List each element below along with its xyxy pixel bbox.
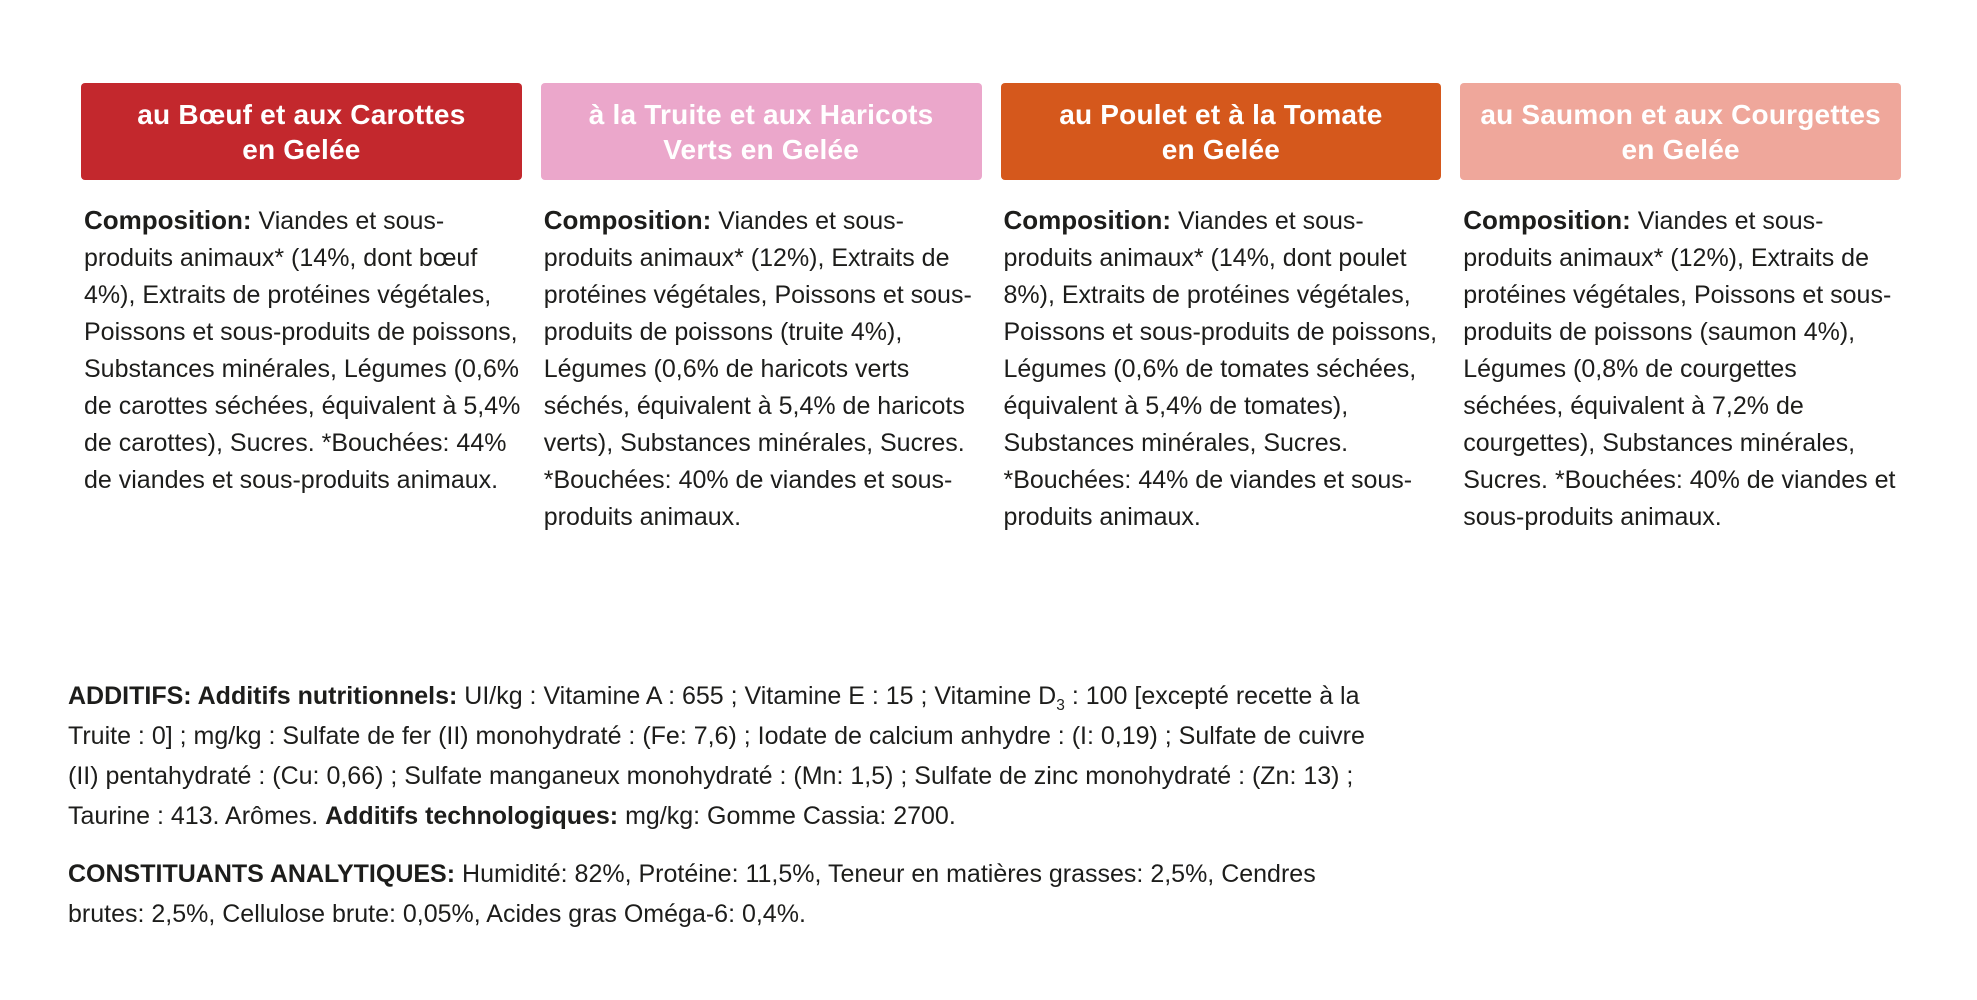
product-name-line2: Verts en Gelée <box>663 133 860 165</box>
analytical-constituents-paragraph: CONSTITUANTS ANALYTIQUES: Humidité: 82%, Protéine: 11,5%, Teneur en matières grasses: 2,5%, Cendres brutes: 2,5%, Cellulose brute: 0,05%, Acides gras Oméga-6: 0,4%. <box>68 860 1316 928</box>
product-header-saumon-courgettes <box>1460 83 1901 180</box>
product-column-boeuf-carottes <box>81 83 522 536</box>
composition-paragraph-boeuf-carottes <box>84 202 522 499</box>
product-name-line1: au Poulet et à la Tomate <box>1059 98 1383 130</box>
composition-paragraph-truite-haricots <box>544 202 982 536</box>
product-name-line1: à la Truite et aux Haricots <box>588 98 934 130</box>
composition-label: Composition: <box>543 205 712 235</box>
product-name-line2: en Gelée <box>1621 133 1740 165</box>
product-column-poulet-tomate <box>1001 83 1442 536</box>
product-name-line2: en Gelée <box>242 133 361 165</box>
composition-label: Composition: <box>1463 205 1631 235</box>
additives-paragraph: ADDITIFS: Additifs nutritionnels: UI/kg : Vitamine A : 655 ; Vitamine E : 15 ; Vitamine $D_3$ : 100 [excepté recette à la Truite : 0] ; mg/kg : Sulfate de fer (II) monohydraté : (Fe: 7,6) ; Iodate de calcium anhydre : (I: 0,19) ; Sulfate de cuivre (II) pentahydraté : (Cu: 0,66) ; Sulfate manganeux monohydraté : (Mn: 1,5) ; Sulfate de zinc monohydraté : (Zn: 13) ; Taurine : 413. Arômes. Additifs technologiques: mg/kg: Gomme Cassia: 2700. <box>68 682 1365 830</box>
product-column-truite-haricots <box>541 83 982 536</box>
composition-label: Composition: <box>1003 205 1172 235</box>
composition-body: Viandes et sous-produits animaux* (14%, dont poulet 8%), Extraits de protéines végétales, Poissons et sous-produits de poissons, Légumes (0,6% de tomates séchées, équivalent à 5,4% de tomates), Substances minérales, Sucres. *Bouchées: 44% de viandes et sous-produits animaux. <box>1003 207 1438 531</box>
product-name-line1: au Saumon et aux Courgettes <box>1480 98 1881 130</box>
composition-label: Composition: <box>84 205 252 235</box>
product-column-saumon-courgettes <box>1460 83 1901 536</box>
composition-paragraph-saumon-courgettes <box>1463 202 1901 536</box>
product-header-boeuf-carottes <box>81 83 522 180</box>
composition-body: Viandes et sous-produits animaux* (12%), Extraits de protéines végétales, Poissons et sous-produits de poissons (saumon 4%), Légumes (0,8% de courgettes séchées, équivalent à 7,2% de courgettes), Substances minérales, Sucres. *Bouchées: 40% de viandes et sous-produits animaux. <box>1463 207 1896 531</box>
product-name-line1: au Bœuf et aux Carottes <box>137 98 466 130</box>
product-header-poulet-tomate <box>1001 83 1442 180</box>
regulatory-text-block <box>68 676 1398 934</box>
composition-body: Viandes et sous-produits animaux* (14%, dont bœuf 4%), Extraits de protéines végétales, Poissons et sous-produits de poissons, Substances minérales, Légumes (0,6% de carottes séchées, équivalent à 5,4% de carottes), Sucres. *Bouchées: 44% de viandes et sous-produits animaux. <box>84 207 521 494</box>
composition-body: Viandes et sous-produits animaux* (12%), Extraits de protéines végétales, Poissons et sous-produits de poissons (truite 4%), Légumes (0,6% de haricots verts séchés, équivalent à 5,4% de haricots verts), Substances minérales, Sucres. *Bouchées: 40% de viandes et sous-produits animaux. <box>543 207 972 531</box>
product-header-truite-haricots <box>541 83 982 180</box>
product-name-line2: en Gelée <box>1161 133 1281 165</box>
product-columns <box>81 83 1901 536</box>
composition-paragraph-poulet-tomate <box>1004 202 1442 536</box>
